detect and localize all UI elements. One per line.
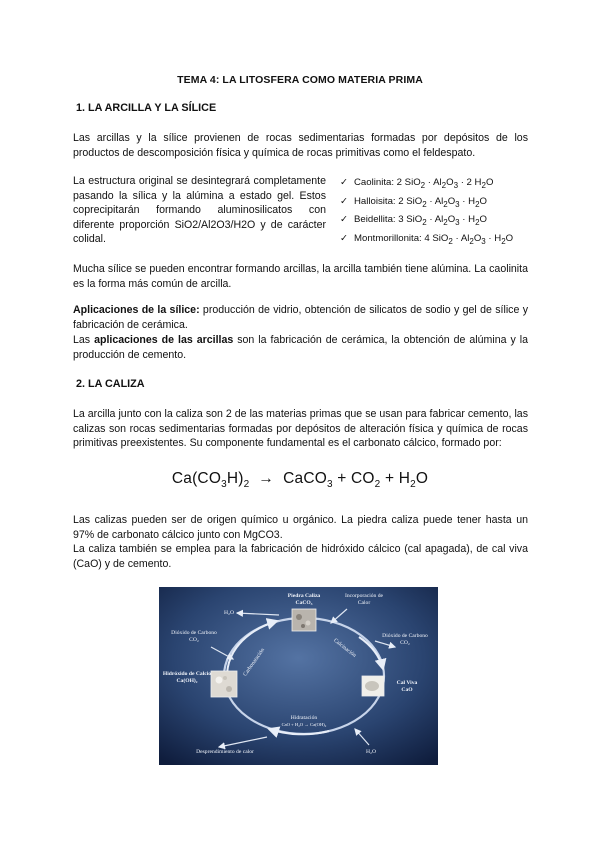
mineral-list [340,175,540,250]
checkmark-icon: ✓ [340,214,349,226]
label-co2-right: CO₂ [400,640,410,646]
paragraph-origen-calizas: Las calizas pueden ser de origen químico u orgánico. La piedra caliza puede tener hasta un 97% de carbonato cálcico junto con MgCO3. [73,514,528,541]
label-piedra-caliza: Piedra Caliza [287,593,321,599]
mineral-name: Halloisita: [354,195,399,207]
lime-cycle-diagram [159,587,438,765]
section-heading-caliza: 2. LA CALIZA [76,378,145,390]
label-dioxido-right: Dióxido de Carbono [382,633,428,639]
paragraph-estructura: La estructura original se desintegrará completamente pasando la sílica y la alúmina a estado gel. Estos coprecipitarán formando aluminosilicatos con diferente proporción SiO2/Al2O3/H2O y de carácter colidal. [73,175,326,246]
mineral-item [340,231,540,250]
paragraph-caliza-cemento: La arcilla junto con la caliza son 2 de las materias primas que se usan para fabricar cemento, las calizas son rocas sedimentarias formadas por depósitos de alteración física y química de rocas primitivas preexistentes. Su componente fundamental es el carbonato cálcico, formado por: [73,408,528,449]
checkmark-icon: ✓ [340,233,349,245]
aplicaciones-silice-text: producción de vidrio, obtención de silicatos de sodio y gel de sílice y fabricación de cerámica. [73,304,528,331]
page-title: TEMA 4: LA LITOSFERA COMO MATERIA PRIMA [177,74,423,86]
label-dioxido-left: Dióxido de Carbono [171,630,217,636]
label-calor-top: Calor [357,600,371,606]
checkmark-icon: ✓ [340,177,349,188]
mineral-name: Montmorillonita: [354,233,425,245]
label-hidroxido-formula: Ca(OH)₂ [176,678,198,684]
aplicaciones-silice-label: Aplicaciones de la sílice: [73,304,200,316]
section-heading-arcilla: 1. LA ARCILLA Y LA SÍLICE [76,102,217,114]
paragraph-silice-arcillas: Mucha sílice se pueden encontrar formando arcillas, la arcilla también tiene alúmina. La caolinita es la forma más común de arcilla. [73,263,528,290]
label-piedra-caliza-formula: CaCO₃ [295,600,313,606]
paragraph-usos-caliza: La caliza también se emplea para la fabricación de hidróxido cálcico (cal apagada), de cal viva (CaO) y de cemento. [73,543,528,570]
paragraph-aplicaciones-silice [73,303,528,332]
label-hidratacion-eq: CaO + H₂O → Ca(OH)₂ [281,722,327,727]
label-desprendimiento: Desprendimiento de calor [196,749,254,755]
paragraph-aplicaciones-arcillas [73,333,528,362]
mineral-formula: 4 $SiO_2 \cdot Al_2O_3 \cdot H_2O$ [424,233,514,247]
checkmark-icon: ✓ [340,195,349,207]
label-carbonatacion: Carbonatación [242,647,266,678]
mineral-formula: 3 $SiO_2 \cdot Al_2O_3 \cdot H_2O$ [398,214,488,228]
chemical-equation: $Ca(CO_3H)_2$ → CaCO$_3$ + $CO_2 + H_2O$ [171,470,429,491]
mineral-item [340,194,540,213]
label-hidroxido: Hidróxido de Calcio [162,671,212,677]
mineral-name: Caolinita: [354,177,397,188]
label-incorporacion: Incorporación de [344,593,384,599]
hidroxido-calcio-photo [211,671,237,697]
label-co2-left: CO₂ [189,637,199,643]
label-hidratacion: Hidratación [290,715,318,721]
mineral-formula: 2 $SiO_2 \cdot Al_2O_3 \cdot H_2O$ [398,195,488,209]
aplicaciones-arcillas-pre: Las [73,334,95,346]
mineral-name: Beidellita: [354,214,399,226]
paragraph-arcillas-origen: Las arcillas y la sílice provienen de rocas sedimentarias formadas por depósitos de los productos de descomposición física y química de rocas primitivas como el feldespato. [73,132,528,159]
label-cal-viva: Cal Viva [396,680,418,686]
label-h2o-left: H₂O [223,610,235,616]
mineral-formula: 2 $SiO_2 \cdot Al_2O_3 \cdot 2$ $H_2O$ [396,177,494,190]
label-calcinacion: Calcinación [332,637,357,659]
label-h2o-bottom: H₂O [365,749,377,755]
label-cal-viva-formula: CaO [401,687,413,693]
mineral-item [340,212,540,231]
aplicaciones-arcillas-label: aplicaciones de las arcillas [94,334,234,346]
mineral-item [340,175,540,194]
aplicaciones-arcillas-text: son la fabricación de cerámica, la obtención de alúmina y la producción de cemento. [73,334,528,361]
